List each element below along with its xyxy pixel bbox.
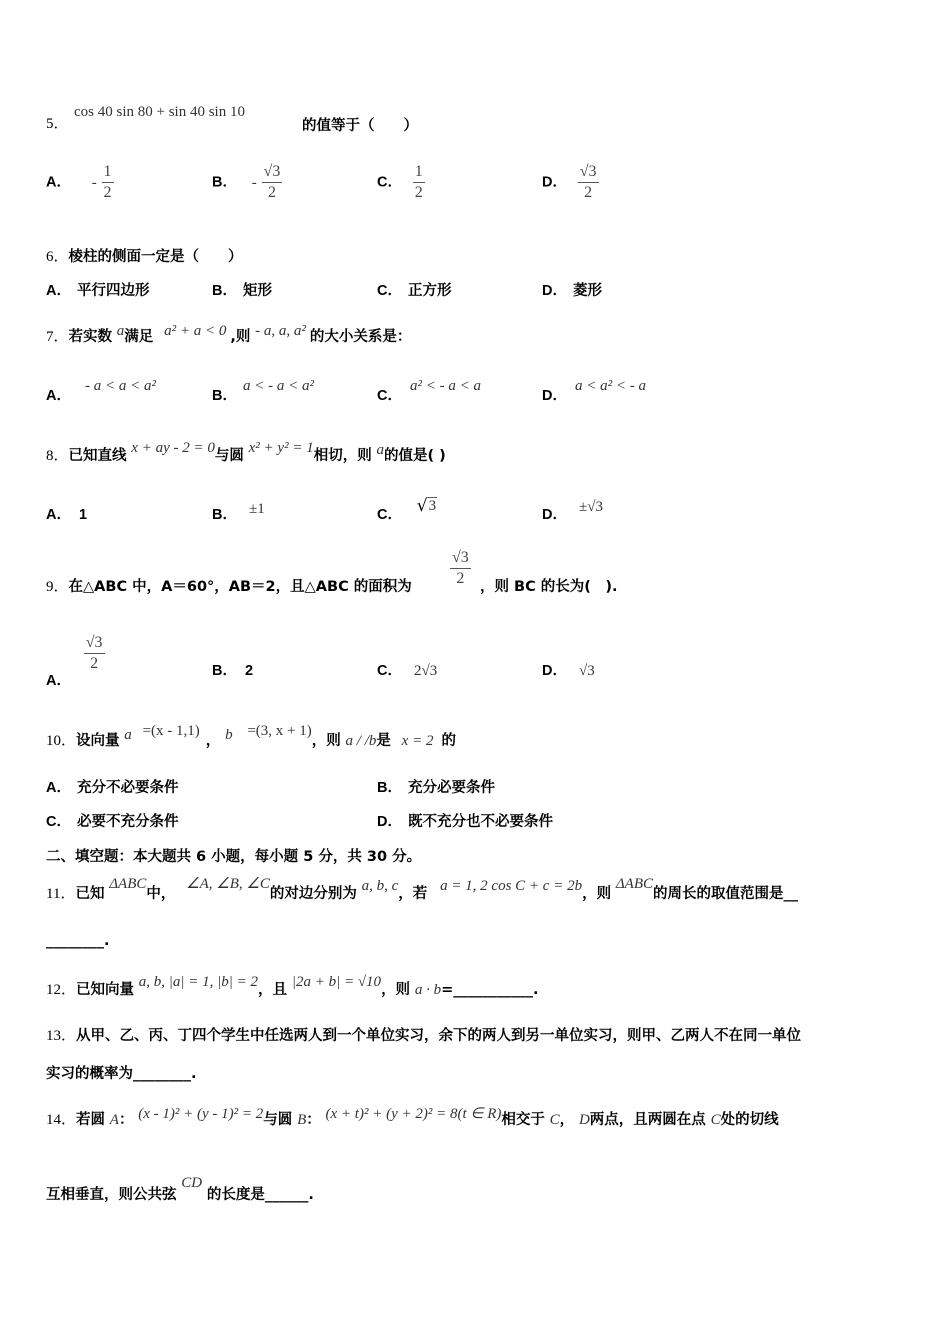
q10-option-b: B． 充分必要条件 (377, 780, 495, 796)
q9-option-d: D． √3 (542, 663, 595, 679)
section-heading: 二、填空题：本大题共 6 小题，每小题 5 分，共 30 分。 (46, 849, 422, 865)
q5-expression: cos 40 sin 80 + sin 40 sin 10 (74, 104, 245, 120)
q7-option-d: D．a < a² < - a (542, 378, 646, 404)
q7-option-b: B．a < - a < a² (212, 378, 314, 404)
q13-line-2: 实习的概率为________. (46, 1066, 197, 1082)
q10-option-d: D． 既不充分也不必要条件 (377, 814, 553, 830)
question-number: 5． (46, 116, 69, 132)
q5-option-a: A． - $\frac{1}{2}$ (46, 163, 112, 201)
q6-option-a: A． 平行四边形 (46, 283, 150, 299)
question-11: 11．已知 ΔABC中， ∠A, ∠B, ∠C的对边分别为 a, b, c，若 a = 1, 2 cos C + c = 2b，则 ΔABC的周长的取值范围是__ (46, 876, 799, 902)
q7-option-c: C．a² < - a < a (377, 378, 481, 404)
q9-option-a: A． $\frac{√3}{2}$ (46, 634, 103, 689)
q9-stem-tail: ，则 BC 的长为( ). (480, 579, 618, 595)
q8-option-d: D． ±√3 (542, 499, 603, 523)
q9-option-c: C． 2√3 (377, 663, 438, 679)
q14-line-2: 互相垂直，则公共弦 CD 的长度是______. (46, 1175, 314, 1203)
q11-answer-line: ________. (46, 933, 110, 949)
q7-option-a: A．- a < a < a² (46, 378, 156, 404)
q5-option-d: D． $\frac{√3}{2}$ (542, 163, 597, 201)
question-9: 9．在△ABC 中，A＝60°，AB＝2，且△ABC 的面积为 (46, 579, 412, 595)
q6-option-b: B． 矩形 (212, 283, 272, 299)
q8-option-b: B． ±1 (212, 501, 265, 523)
question-12: 12．已知向量 a, b, |a| = 1, |b| = 2，且 |2a + b| = √10，则 a · b=___________. (46, 974, 539, 998)
q5-option-b: B． - $\frac{√3}{2}$ (212, 163, 281, 201)
q6-option-d: D． 菱形 (542, 283, 602, 299)
q9-area-fraction: $\frac{√3}{2}$ (452, 549, 469, 587)
question-10: 10．设向量 a =(x - 1,1)， b =(3, x + 1)，则 a / /b是 x = 2 的 (46, 723, 456, 749)
question-5 (46, 112, 69, 133)
question-6: 6．棱柱的侧面一定是（ ） (46, 249, 243, 265)
q6-option-c: C． 正方形 (377, 283, 452, 299)
q5-stem-tail: 的值等于（ ） (302, 118, 418, 134)
question-8: 8．已知直线 x + ay - 2 = 0与圆 x² + y² = 1相切，则 a的值是( ) (46, 440, 446, 464)
q10-option-c: C． 必要不充分条件 (46, 814, 179, 830)
question-14: 14．若圆 A： (x - 1)² + (y - 1)² = 2与圆 B： (x + t)² + (y + 2)² = 8(t ∈ R)相交于 C， D两点，且两圆在点 C处的切线 (46, 1106, 779, 1128)
q5-option-c: C． $\frac{1}{2}$ (377, 163, 423, 201)
q8-option-a: A． 1 (46, 507, 88, 523)
q10-option-a: A． 充分不必要条件 (46, 780, 179, 796)
q8-option-c: C． √ 3 (377, 496, 437, 523)
question-13: 13．从甲、乙、丙、丁四个学生中任选两人到一个单位实习，余下的两人到另一单位实习，则甲、乙两人不在同一单位 (46, 1028, 802, 1044)
q9-option-b: B． 2 (212, 663, 254, 679)
question-7: 7．若实数 a满足 a² + a < 0 ,则 - a, a, a² 的大小关系是： (46, 323, 412, 345)
